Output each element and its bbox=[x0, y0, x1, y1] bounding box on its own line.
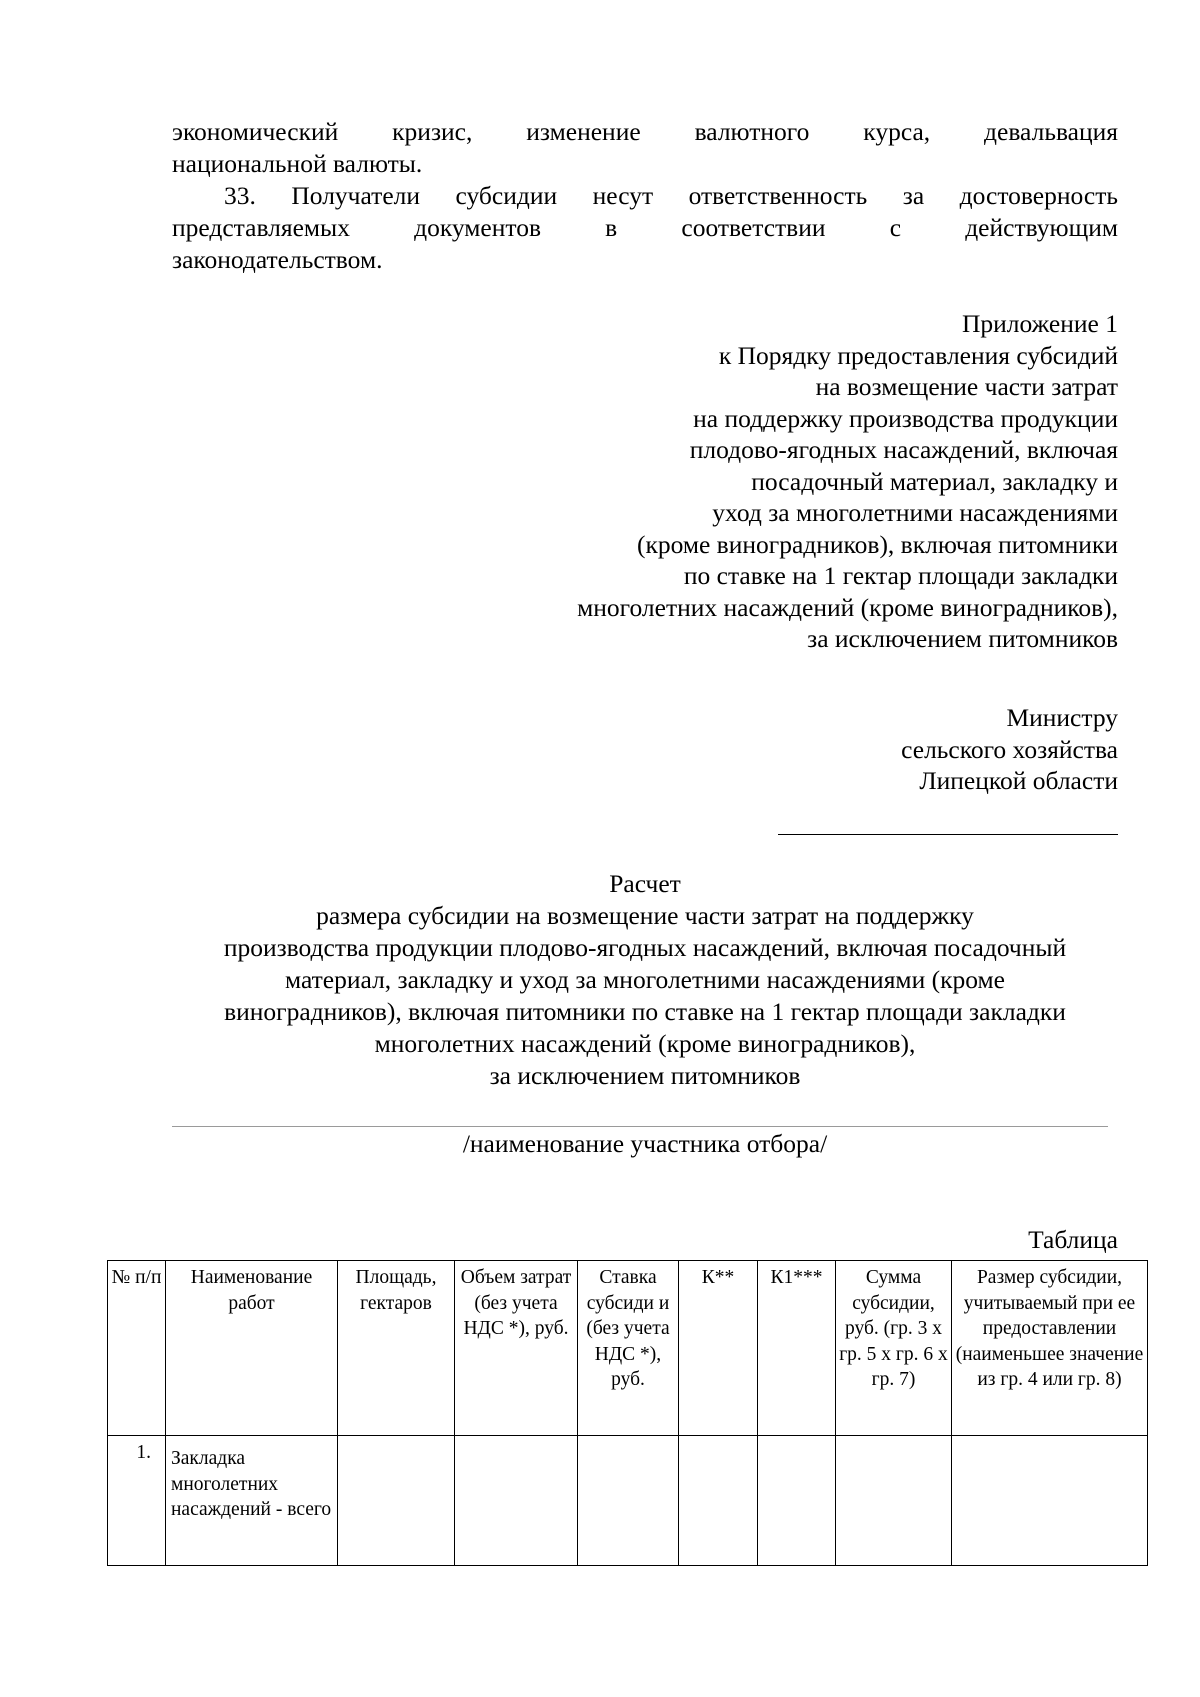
participant-name-caption: /наименование участника отбора/ bbox=[462, 1129, 828, 1158]
calculation-line: виноградников), включая питомники по ставке на 1 гектар площади закладки bbox=[224, 997, 1066, 1026]
cell-area bbox=[338, 1436, 455, 1566]
cell-subsidy-sum bbox=[836, 1436, 952, 1566]
col-header-work-name: Наименование работ bbox=[166, 1261, 338, 1436]
appendix-line: Приложение 1 bbox=[962, 309, 1118, 338]
addressee-block bbox=[418, 702, 1118, 797]
cell-costs bbox=[455, 1436, 578, 1566]
intro-line-2: национальной валюты. bbox=[172, 149, 423, 178]
signature-line bbox=[778, 834, 1118, 835]
cell-work-name: Закладка многолетних насаждений - всего bbox=[166, 1436, 338, 1566]
col-header-k: К** bbox=[679, 1261, 758, 1436]
col-header-subsidy-size: Размер субсидии, учитываемый при ее предоставлении (наименьшее значение из гр. 4 или гр. 8) bbox=[952, 1261, 1148, 1436]
cell-rate bbox=[578, 1436, 679, 1566]
calculation-line: материал, закладку и уход за многолетними насаждениями (кроме bbox=[285, 965, 1005, 994]
appendix-line: (кроме виноградников), включая питомники bbox=[636, 529, 1118, 559]
appendix-line: уход за многолетними насаждениями bbox=[712, 498, 1118, 527]
cell-k1 bbox=[758, 1436, 836, 1566]
col-header-costs: Объем затрат (без учета НДС *), руб. bbox=[455, 1261, 578, 1436]
participant-name-line bbox=[172, 1126, 1108, 1127]
paragraph-33-line-1: 33. Получатели субсидии несут ответственность за достоверность bbox=[224, 181, 1118, 210]
calculation-title: Расчет bbox=[609, 869, 681, 898]
calculation-line: за исключением питомников bbox=[489, 1061, 801, 1090]
paragraph-33-line-2: представляемых документов в соответствии с действующим bbox=[172, 213, 1118, 242]
table-row bbox=[108, 1436, 1148, 1566]
intro-line-1: экономический кризис, изменение валютного курса, девальвация bbox=[172, 117, 1118, 146]
addressee-line: Министру bbox=[1006, 703, 1118, 732]
appendix-line: многолетних насаждений (кроме виноградников), bbox=[577, 592, 1118, 622]
calculation-heading bbox=[172, 868, 1118, 1092]
appendix-line: к Порядку предоставления субсидий bbox=[718, 340, 1118, 370]
appendix-line: по ставке на 1 гектар площади закладки bbox=[683, 561, 1118, 590]
calculation-line: размера субсидии на возмещение части затрат на поддержку bbox=[316, 901, 974, 930]
col-header-k1: К1*** bbox=[758, 1261, 836, 1436]
col-header-rate: Ставка субсиди и (без учета НДС *), руб. bbox=[578, 1261, 679, 1436]
paragraph-33-line-3: законодательством. bbox=[172, 245, 383, 274]
appendix-line: на возмещение части затрат bbox=[815, 372, 1118, 401]
cell-k bbox=[679, 1436, 758, 1566]
col-header-number: № п/п bbox=[108, 1261, 166, 1436]
col-header-subsidy-sum: Сумма субсидии, руб. (гр. 3 x гр. 5 x гр. 6 x гр. 7) bbox=[836, 1261, 952, 1436]
addressee-line: Липецкой области bbox=[919, 766, 1118, 795]
addressee-line: сельского хозяйства bbox=[901, 734, 1118, 764]
appendix-line: посадочный материал, закладку и bbox=[751, 466, 1118, 496]
table-label: Таблица bbox=[1028, 1225, 1118, 1254]
calculation-line: производства продукции плодово-ягодных насаждений, включая посадочный bbox=[223, 933, 1067, 962]
cell-number: 1. bbox=[108, 1436, 166, 1566]
col-header-area: Площадь, гектаров bbox=[338, 1261, 455, 1436]
appendix-heading bbox=[418, 308, 1118, 655]
appendix-line: за исключением питомников bbox=[807, 624, 1118, 653]
table-header-row bbox=[108, 1261, 1148, 1436]
subsidy-table bbox=[107, 1260, 1148, 1566]
appendix-line: на поддержку производства продукции bbox=[693, 403, 1118, 433]
appendix-line: плодово-ягодных насаждений, включая bbox=[689, 435, 1118, 464]
cell-subsidy-size bbox=[952, 1436, 1148, 1566]
calculation-line: многолетних насаждений (кроме виноградников), bbox=[374, 1029, 916, 1058]
